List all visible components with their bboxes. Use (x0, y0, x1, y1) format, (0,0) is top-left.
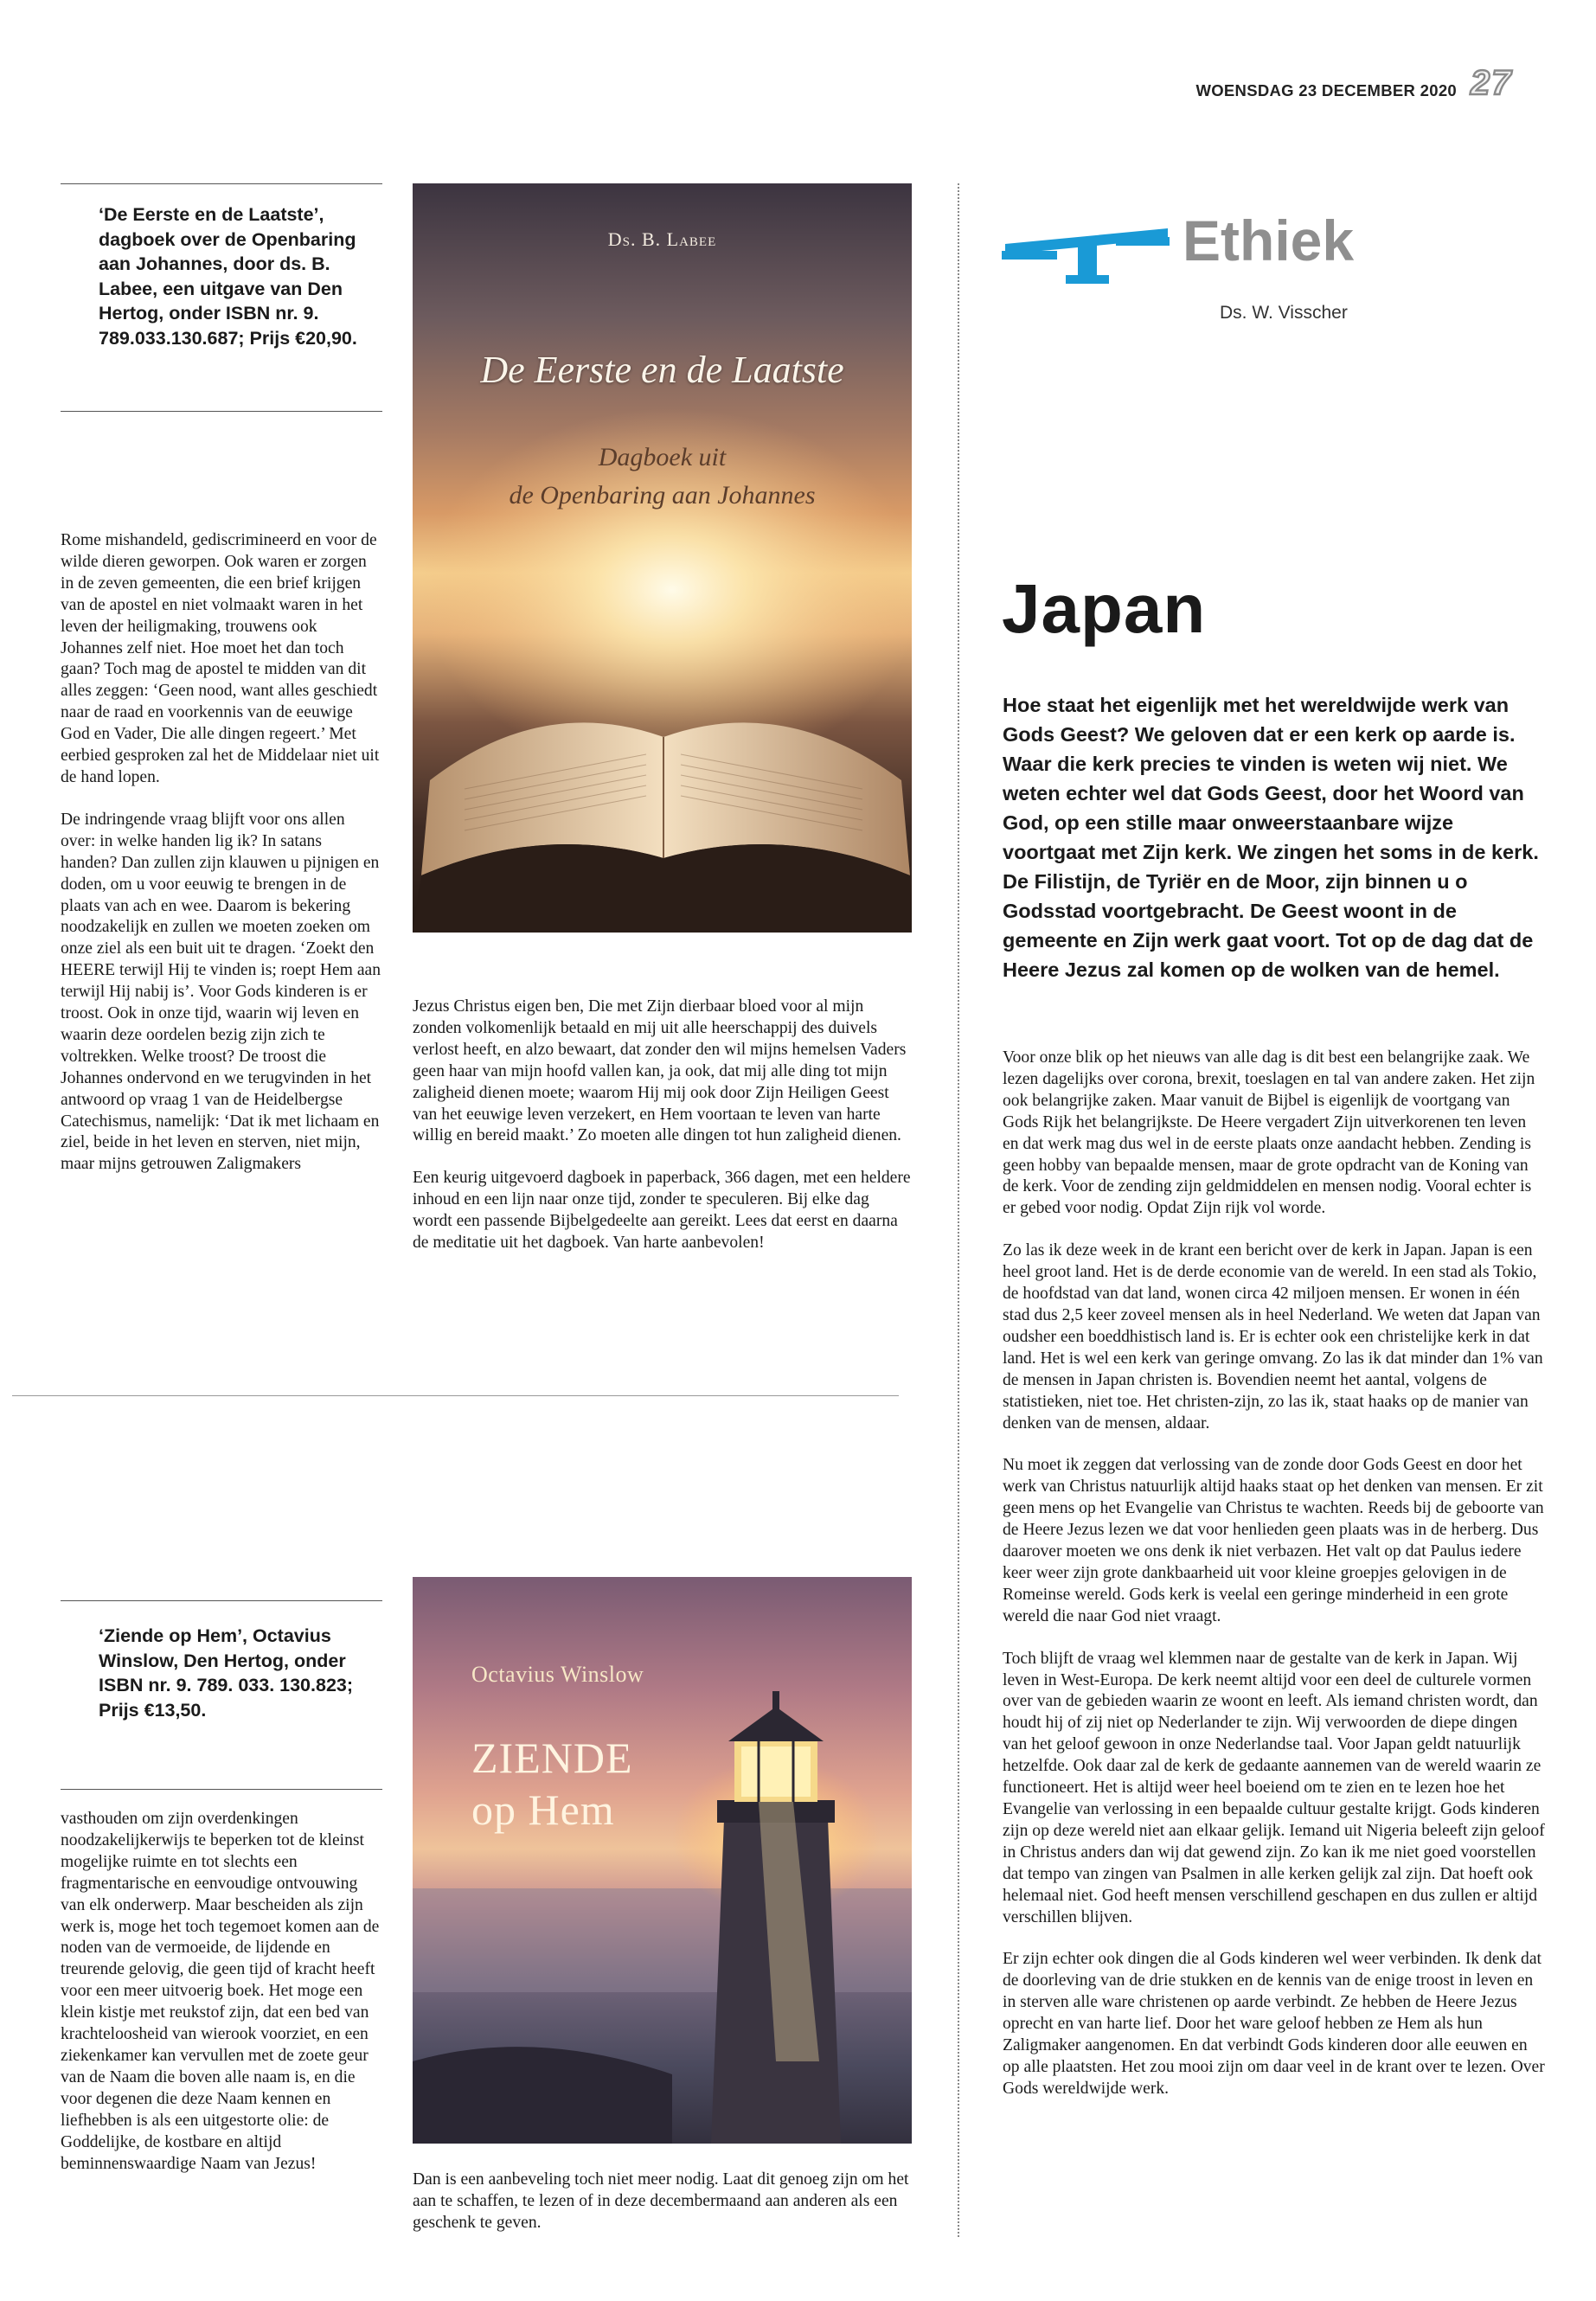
book2-cover (413, 1577, 912, 2144)
paragraph: Zo las ik deze week in de krant een bericht over de kerk in Japan. Japan is een heel groot land. Het is de derde economie van de wereld. In een stad als Tokio, de hoofdstad van dat land, wonen circa 42 miljoen mensen. Er wonen in één stad dus 2,5 keer zoveel mensen als in heel Nederland. We weten dat Japan van oudsher een boeddhistisch land is. Er is echter ook een christelijke kerk in dat land. Het is wel een kerk van geringe omvang. Zo las ik dat minder dan 1% van de mensen in Japan christen is. Bovendien neemt het aantal, volgens de statistieken, niet toe. Het christen-zijn, zo las ik, staat haaks op de manier van denken van de mensen, aldaar. (1003, 1241, 1543, 1433)
column-separator (958, 183, 959, 2237)
book1-left-text (61, 530, 382, 1196)
caption-bottom-rule (61, 411, 382, 412)
paragraph: Rome mishandeld, gediscrimineerd en voor de wilde dieren geworpen. Ook waren er zorgen in de zeven gemeenten, die een brief krijgen van de apostel en niet volmaakt waren in het leven der heiligmaking, trouwens ook Johannes zelf niet. Hoe moet het dan toch gaan? Toch mag de apostel te midden van dit alles zeggen: ‘Geen nood, want alles geschiedt naar de raad en voorkennis van de eeuwige God en Vader, Die alle dingen regeert.’ Met eerbied gesproken zal het de Middelaar niet uit de hand lopen. (61, 531, 380, 786)
caption2-top-rule (61, 1600, 382, 1601)
book2-mid-text (413, 2170, 912, 2255)
balance-scale-graphic (1002, 209, 1170, 292)
section-title: Ethiek (1183, 208, 1355, 272)
book1-cover-author: Ds. B. Labee (607, 228, 717, 250)
paragraph: Toch blijft de vraag wel klemmen naar de gestalte van de kerk in Japan. Wij leven in West-Europa. De kerk neemt altijd voor een deel de culturele vormen over van de gebieden waarin ze woont en leeft. Als iemand christen wordt, dan houdt hij of zij niet op Nederlander te zijn. Wij verwoorden de diepe dingen van het geloof gewoon in onze Nederlandse taal. Voor Japan geldt natuurlijk hetzelfde. Ook daar zal de kerk de gedaante aannemen van de wereld waarin ze functioneert. Het is altijd weer heel boeiend om te zien en te lezen hoe het Evangelie van verlossing in een bepaalde cultuur gestalte krijgt. Gods kinderen zijn op deze wereld niet aan elkaar gelijk. Iemand uit Nigeria beleeft zijn geloof in Christus anders dan wij dat gewend zijn. Zo kan ik me niet goed voorstellen dat tempo van zingen van Psalmen in alle kerken gelijk zal zijn. Dat hoeft ook helemaal niet. God heeft mensen verschillend geschapen en dus zullen er altijd verschillen blijven. (1003, 1649, 1545, 1926)
paragraph: vasthouden om zijn overdenkingen noodzakelijkerwijs te beperken tot de kleinst mogelijke ruimte en tot slechts een fragmentarische en eenvoudige ontvouwing van elk onderwerp. Maar bescheiden als zijn werk is, moge het toch tegemoet komen aan de noden van de vermoeide, de lijdende en treurende gelovig, die geen tijd of kracht heeft voor een meer uitvoerig boek. Het moge een klein kistje met reukstof zijn, dat een bed van krachteloosheid van wierook voorziet, en een ziekenkamer kan vervullen met de zoete geur van de Naam die boven alle naam is, en die voor degenen die deze Naam kennen en liefhebben is als een uitgestorte olie: de Goddelijke, de kostbare en altijd beminnenswaardige Naam van Jezus! (61, 1810, 380, 2173)
book1-cover (413, 183, 912, 933)
paragraph: Er zijn echter ook dingen die al Gods kinderen wel weer verbinden. Ik denk dat de doorleving van de drie stukken en de kennis van de enige troost in leven en in sterven alle ware christenen op aarde verbindt. Ze hebben de Heere Jezus oprecht en van harte lief. Door het ware geloof hebben ze Hem als hun Zaligmaker aangenomen. En dat verbindt Gods kinderen door alle eeuwen en op alle plaatsten. Het zou mooi zijn om daar veel in de krant over te lezen. Over Gods wereldwijde werk. (1003, 1950, 1545, 2098)
paragraph: Voor onze blik op het nieuws van alle dag is dit best een belangrijke zaak. We lezen dagelijks over corona, brexit, toeslagen en tal van andere zaken. Het zijn ook belangrijke zaken. Maar vanuit de Bijbel is eigenlijk de voortgang van Gods Rijk het belangrijkste. De Heere vergadert Zijn uitverkorenen ten leven en dat werk mag dus wel in de eerste plaats onze aandacht hebben. Zending is geen hobby van bepaalde mensen, maar de grote opdracht van de Koning van de kerk. Voor de zending zijn geldmiddelen en mensen nodig. Vooral echter is er gebed voor nodig. Opdat Zijn rijk vol worde. (1003, 1048, 1535, 1218)
article-headline: Japan (1002, 570, 1207, 647)
section-divider (12, 1395, 899, 1396)
paragraph: Jezus Christus eigen ben, Die met Zijn dierbaar bloed voor al mijn zonden volkomenlijk betaald en mij uit alle heerschappij des duivels verlost heeft, en alzo bewaart, dat zonder den wil mijns hemelsen Vaders geen haar van mijn hoofd vallen kan, ja ook, dat mij alle ding tot mijn zaligheid dienen moete; waarom Hij mij ook door Zijn Heiligen Geest van het eeuwige leven verzekert, en Hem voortaan te leven van harte willig en bereid maakt.’ Zo moeten alle dingen tot hun zaligheid dienen. (413, 997, 907, 1145)
paragraph: Dan is een aanbeveling toch niet meer nodig. Laat dit genoeg zijn om het aan te schaffen, te lezen of in deze decembermaand aan anderen als een geschenk te geven. (413, 2170, 909, 2232)
book2-left-text (61, 1809, 382, 2195)
header-date: WOENSDAG 23 DECEMBER 2020 (1195, 81, 1457, 99)
paragraph: De indringende vraag blijft voor ons allen over: in welke handen lig ik? In satans handen? Dan zullen zijn klauwen u pijnigen en doden, om u voor eeuwig te brengen in de plaats van ach en wee. Daarom is bekering noodzakelijk en zullen we moeten zoeken om onze ziel als een buit uit te dragen. ‘Zoekt den HEERE terwijl Hij te vinden is; roept Hem aan terwijl Hij nabij is’. Voor Gods kinderen is er troost. Ook in onze tijd, waarin wij leven en waarin deze oordelen bezig zijn zich te voltrekken. Welke troost? De troost die Johannes ondervond en we terugvinden in het antwoord op vraag 1 van de Heidelbergse Catechismus, namelijk: ‘Dat ik met lichaam en ziel, beide in het leven en sterven, niet mijn, maar mijns getrouwen Zaligmakers (61, 810, 381, 1174)
page-number: 27 (1471, 64, 1513, 102)
book1-cover-subtitle-1: Dagboek uit (598, 443, 727, 471)
article-lead: Hoe staat het eigenlijk met het wereldwijde werk van Gods Geest? We geloven dat er een kerk op aarde is. Waar die kerk precies te vinden is weten wij niet. We weten echter wel dat Gods Geest, door het Woord van God, op een stille maar onweerstaanbare wijze voortgaat met Zijn kerk. We zingen het soms in de kerk. De Filistijn, de Tyriër en de Moor, zijn binnen u o Godsstad voortgebracht. De Geest woont in de gemeente en Zijn werk gaat voort. Tot op de dag dat de Heere Jezus zal komen op de wolken van de hemel. (1003, 694, 1539, 981)
paragraph: Nu moet ik zeggen dat verlossing van de zonde door Gods Geest en door het werk van Christus natuurlijk altijd haaks staat op het denken van mensen. Er zit geen mens op het Evangelie van Christus te wachten. Reeds bij de geboorte van de Heere Jezus lezen we dat voor henlieden geen plaats was in de herberg. Dus daarover moeten we ons denk ik niet verbazen. Het valt op dat Paulus iedere keer weer zijn grote dankbaarheid uit voor kleine groepjes gelovigen in de Romeinse wereld. Gods kerk is veelal een geringe minderheid in een grote wereld die naar God niet vraagt. (1003, 1456, 1544, 1625)
book2-cover-author: Octavius Winslow (471, 1662, 644, 1687)
caption2-bottom-rule (61, 1789, 382, 1790)
book2-caption: ‘Ziende op Hem’, Octavius Winslow, Den Hertog, onder ISBN nr. 9. 789. 033. 130.823; Prijs €13,50. (99, 1625, 354, 1721)
article-body (1003, 1048, 1546, 2121)
book1-mid-text (413, 997, 912, 1275)
book2-cover-title-2: op Hem (471, 1785, 615, 1834)
caption-top-rule (61, 183, 382, 184)
paragraph: Een keurig uitgevoerd dagboek in paperback, 366 dagen, met een heldere inhoud en een lijn naar onze tijd, zonder te speculeren. Bij elke dag wordt een passende Bijbelgedeelte aan gereikt. Lees dat eerst en daarna de meditatie uit het dagboek. Van harte aanbevolen! (413, 1169, 911, 1253)
book1-cover-title: De Eerste en de Laatste (480, 349, 844, 391)
book2-cover-title-1: ZIENDE (471, 1734, 633, 1782)
column-author: Ds. W. Visscher (1220, 303, 1348, 323)
book1-cover-art (413, 183, 912, 933)
book1-caption: ‘De Eerste en de Laatste’, dagboek over de Openbaring aan Johannes, door ds. B. Labee, een uitgave van Den Hertog, onder ISBN nr. 9. 789.033.130.687; Prijs €20,90. (99, 204, 357, 349)
book1-cover-subtitle-2: de Openbaring aan Johannes (509, 481, 816, 510)
balance-scale-icon (1002, 209, 1170, 292)
